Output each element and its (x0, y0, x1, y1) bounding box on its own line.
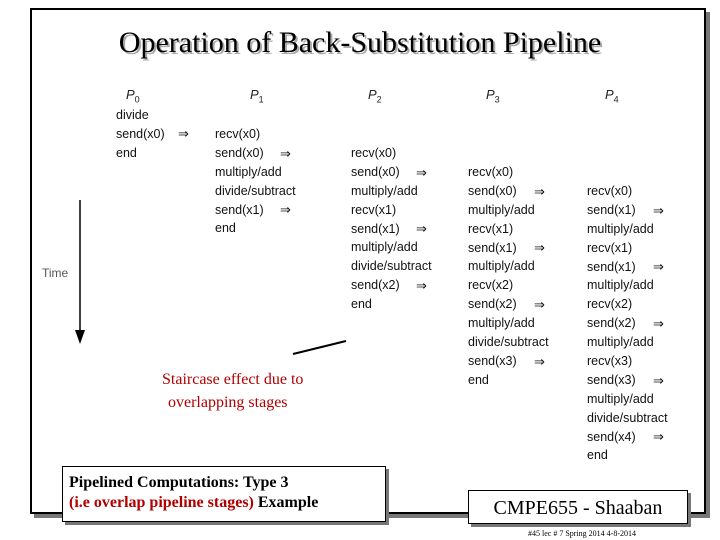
operation-step: end (116, 145, 137, 160)
operation-step: end (215, 221, 236, 236)
pipeline-type-line1: Pipelined Computations: Type 3 (69, 474, 289, 491)
operation-step: send(x1) (351, 221, 400, 236)
operation-step: send(x3) (587, 372, 636, 387)
operation-step: multiply/add (468, 316, 535, 331)
processor-column-p0 (116, 106, 165, 163)
operation-step: send(x1) (468, 240, 517, 255)
operation-step: send(x2) (468, 297, 517, 312)
operation-step: recv(x1) (587, 240, 633, 255)
operation-step: end (351, 297, 372, 312)
send-arrow: ⇒ (416, 165, 427, 180)
operation-step: recv(x0) (468, 165, 514, 179)
send-arrow: ⇒ (534, 354, 545, 369)
operation-step: multiply/add (468, 202, 535, 217)
send-arrow: ⇒ (653, 203, 664, 218)
send-arrow: ⇒ (416, 221, 427, 236)
operation-step: send(x0) (215, 145, 264, 160)
operation-step: recv(x2) (587, 297, 633, 312)
operation-step: multiply/add (587, 278, 654, 293)
operation-step: send(x1) (587, 202, 636, 217)
operation-step: send(x2) (351, 278, 400, 293)
slide-footer: #45 lec # 7 Spring 2014 4-8-2014 (528, 529, 636, 538)
operation-step: send(x1) (587, 259, 636, 274)
staircase-pointer-line (290, 338, 350, 358)
pipeline-type-line2 (69, 493, 379, 513)
operation-step: send(x1) (215, 202, 264, 217)
operation-step: recv(x0) (587, 184, 633, 198)
operation-step: divide/subtract (351, 259, 432, 274)
operation-step: send(x2) (587, 316, 636, 331)
processor-header-p4: $P_4$ (605, 87, 619, 105)
operation-step: end (587, 448, 608, 463)
operation-step: divide/subtract (215, 183, 296, 198)
pipeline-type-line2-red: (i.e overlap pipeline stages) (69, 494, 254, 511)
send-arrow: ⇒ (280, 146, 291, 161)
operation-step: multiply/add (587, 391, 654, 406)
operation-step: multiply/add (468, 259, 535, 274)
slide-title: Operation of Back-Substitution Pipeline (118, 26, 602, 59)
pipeline-type-line2-rest: Example (253, 494, 319, 511)
operation-step: multiply/add (587, 335, 654, 350)
send-arrow: ⇒ (178, 126, 189, 141)
operation-step: recv(x0) (215, 127, 261, 141)
send-arrow: ⇒ (653, 429, 664, 444)
processor-header-p3: $P_3$ (486, 87, 500, 105)
operation-step: send(x3) (468, 353, 517, 368)
operation-step: send(x0) (351, 164, 400, 179)
operation-step: divide/subtract (468, 335, 549, 350)
operation-step: recv(x1) (468, 221, 514, 236)
operation-step: multiply/add (351, 183, 418, 198)
processor-header-p0: $P_0$ (126, 87, 140, 105)
processor-header-p2: $P_2$ (368, 87, 382, 105)
operation-step: divide (116, 108, 149, 122)
operation-step: send(x0) (116, 126, 165, 141)
send-arrow: ⇒ (534, 184, 545, 199)
operation-step: multiply/add (351, 240, 418, 255)
send-arrow: ⇒ (653, 316, 664, 331)
operation-step: send(x4) (587, 429, 636, 444)
course-label-box: CMPE655 - Shaaban (468, 490, 688, 524)
operation-step: multiply/add (587, 221, 654, 236)
send-arrow: ⇒ (534, 297, 545, 312)
send-arrow: ⇒ (653, 373, 664, 388)
processor-column-p1 (215, 125, 296, 238)
send-arrow: ⇒ (280, 202, 291, 217)
operation-step: send(x0) (468, 183, 517, 198)
operation-step: multiply/add (215, 164, 282, 179)
staircase-caption-line2: overlapping stages (168, 394, 288, 411)
operation-step: recv(x3) (587, 354, 633, 369)
send-arrow: ⇒ (653, 259, 664, 274)
send-arrow: ⇒ (534, 240, 545, 255)
send-arrow: ⇒ (416, 278, 427, 293)
operation-step: recv(x1) (351, 202, 397, 217)
staircase-caption (162, 368, 303, 414)
operation-step: recv(x2) (468, 278, 514, 293)
operation-step: divide/subtract (587, 410, 668, 425)
staircase-caption-line1: Staircase effect due to (162, 371, 304, 388)
time-axis-label: Time (42, 266, 69, 280)
pipeline-type-box (62, 466, 386, 522)
time-axis-arrow (70, 198, 90, 348)
operation-step: end (468, 372, 489, 387)
processor-header-p1: $P_1$ (250, 87, 264, 105)
operation-step: recv(x0) (351, 146, 397, 160)
